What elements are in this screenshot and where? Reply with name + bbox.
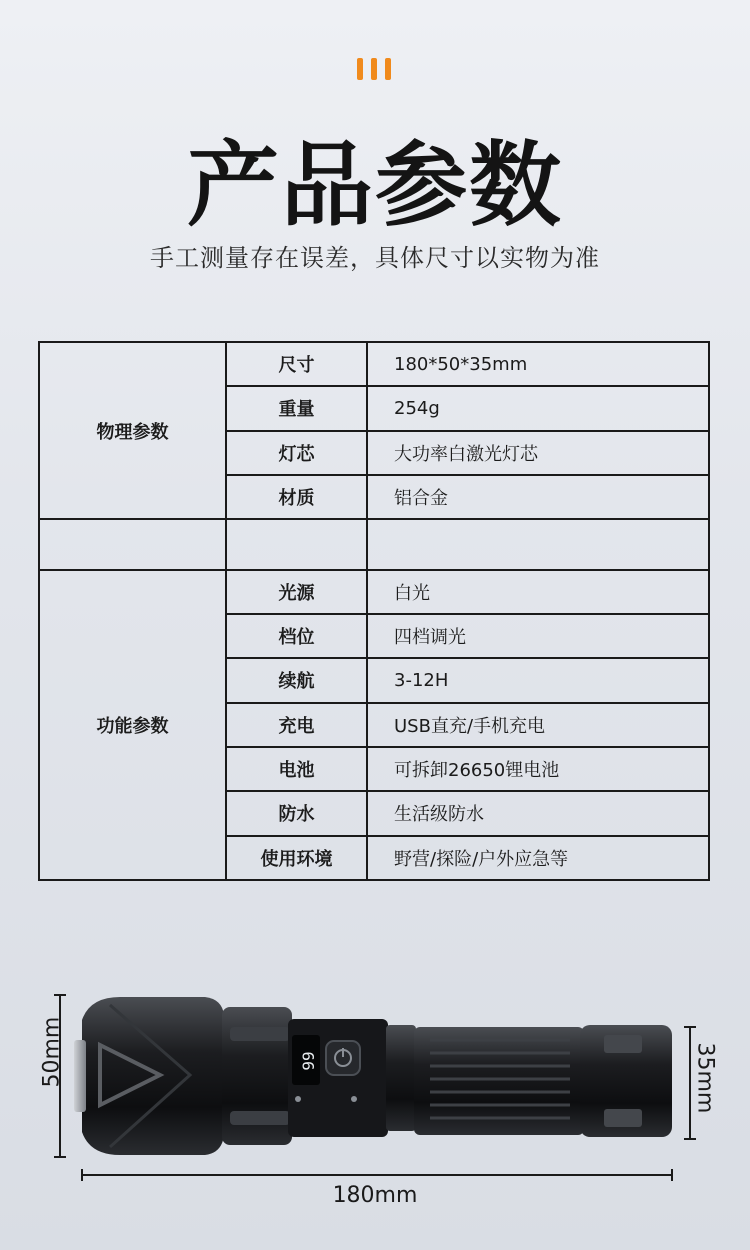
battery-readout: 99	[299, 1051, 318, 1071]
flashlight-body	[222, 1007, 416, 1145]
spec-value: 四档调光	[367, 614, 709, 658]
spec-value: 大功率白激光灯芯	[367, 431, 709, 475]
spec-value: 白光	[367, 570, 709, 614]
spec-value: 3-12H	[367, 658, 709, 702]
spec-key: 材质	[226, 475, 367, 519]
spec-key: 灯芯	[226, 431, 367, 475]
length-dimension-line	[82, 1169, 672, 1181]
width-label: 35mm	[692, 1042, 718, 1114]
spec-value: 254g	[367, 386, 709, 430]
spec-value: 生活级防水	[367, 791, 709, 835]
spec-value: 可拆卸26650锂电池	[367, 747, 709, 791]
flashlight-tube	[414, 1027, 584, 1135]
group-functional: 功能参数	[39, 570, 226, 880]
accent-bar	[385, 58, 391, 80]
height-label: 50mm	[39, 1016, 65, 1088]
flashlight-illustration	[0, 985, 750, 1195]
accent-bars	[357, 58, 391, 80]
spec-key: 尺寸	[226, 342, 367, 386]
table-row-blank	[39, 519, 709, 569]
spec-value: USB直充/手机充电	[367, 703, 709, 747]
page-subtitle: 手工测量存在误差，具体尺寸以实物为准	[150, 244, 600, 272]
flashlight-tailcap	[580, 1025, 672, 1137]
spec-key: 续航	[226, 658, 367, 702]
blank-cell	[226, 519, 367, 569]
spec-key: 电池	[226, 747, 367, 791]
spec-key: 使用环境	[226, 836, 367, 880]
accent-bar	[357, 58, 363, 80]
spec-key: 充电	[226, 703, 367, 747]
flashlight-head	[74, 997, 224, 1155]
spec-key: 重量	[226, 386, 367, 430]
group-physical: 物理参数	[39, 342, 226, 519]
blank-cell	[367, 519, 709, 569]
table-row	[39, 342, 709, 386]
spec-table	[38, 341, 710, 881]
spec-value: 野营/探险/户外应急等	[367, 836, 709, 880]
spec-value: 180*50*35mm	[367, 342, 709, 386]
spec-key: 光源	[226, 570, 367, 614]
spec-key: 防水	[226, 791, 367, 835]
spec-key: 档位	[226, 614, 367, 658]
length-label: 180mm	[332, 1183, 418, 1208]
table-row	[39, 570, 709, 614]
spec-value: 铝合金	[367, 475, 709, 519]
accent-bar	[371, 58, 377, 80]
page-title: 产品参数	[186, 132, 563, 239]
blank-cell	[39, 519, 226, 569]
